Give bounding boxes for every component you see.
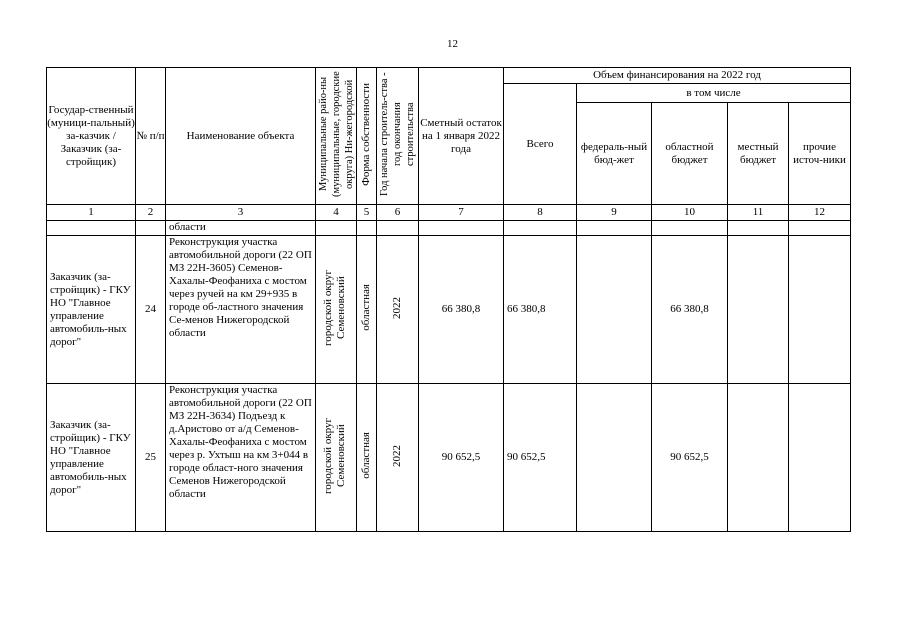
header-federal: федераль-ный бюд-жет	[577, 103, 652, 205]
row-no: 24	[136, 236, 166, 384]
row-ownership: областная	[360, 432, 372, 479]
row-local	[728, 384, 789, 532]
row-federal	[577, 236, 652, 384]
header-years: Год начала строитель-ства - год окончания строительства	[378, 72, 416, 196]
header-other: прочие источ-ники	[789, 103, 851, 205]
page-number: 12	[447, 38, 458, 50]
header-name: Наименование объекта	[166, 68, 316, 205]
header-regional: областной бюджет	[652, 103, 728, 205]
header-financing: Объем финансирования на 2022 год	[504, 68, 851, 84]
column-numbers-row	[47, 205, 851, 221]
continuation-row	[47, 221, 851, 236]
row-total: 90 652,5	[504, 384, 577, 532]
row-other	[789, 384, 851, 532]
col-num: 4	[316, 205, 357, 221]
row-customer: Заказчик (за-стройщик) - ГКУ НО "Главное управление автомобиль-ных дорог"	[47, 384, 136, 532]
row-regional: 90 652,5	[652, 384, 728, 532]
col-num: 12	[789, 205, 851, 221]
header-local: местный бюджет	[728, 103, 789, 205]
col-num: 8	[504, 205, 577, 221]
row-ownership: областная	[360, 284, 372, 331]
table-row	[47, 384, 851, 532]
header-ownership: Форма собственности	[360, 82, 372, 186]
col-num: 7	[419, 205, 504, 221]
header-no: № п/п	[136, 68, 166, 205]
row-regional: 66 380,8	[652, 236, 728, 384]
col-num: 2	[136, 205, 166, 221]
row-no: 25	[136, 384, 166, 532]
header-customer: Государ-ственный (муници-пальный) за-казчик / Заказчик (за-стройщик)	[47, 68, 136, 205]
header-total: Всего	[504, 84, 577, 205]
continuation-text: области	[166, 221, 316, 236]
row-federal	[577, 384, 652, 532]
col-num: 3	[166, 205, 316, 221]
col-num: 11	[728, 205, 789, 221]
header-remaining: Сметный остаток на 1 января 2022 года	[419, 68, 504, 205]
row-other	[789, 236, 851, 384]
row-municipality: городской округ Семеновский	[322, 417, 347, 494]
financing-table	[46, 67, 851, 532]
row-total: 66 380,8	[504, 236, 577, 384]
col-num: 1	[47, 205, 136, 221]
col-num: 10	[652, 205, 728, 221]
col-num: 9	[577, 205, 652, 221]
row-object-name: Реконструкция участка автомобильной дороги (22 ОП МЗ 22Н-3634) Подъезд к д.Аристово от а/д Семенов-Хахалы-Феофаниха с мостом через р. Ухтыш на км 3+044 в городе област-ного значения Семенов Нижегородской области	[166, 384, 316, 532]
row-customer: Заказчик (за-стройщик) - ГКУ НО "Главное управление автомобиль-ных дорог"	[47, 236, 136, 384]
table-row	[47, 236, 851, 384]
row-local	[728, 236, 789, 384]
row-object-name: Реконструкция участка автомобильной дороги (22 ОП МЗ 22Н-3605) Семенов-Хахалы-Феофаниха с мостом через ручей на км 29+935 в городе об-ластного значения Се-менов Нижегородской области	[166, 236, 316, 384]
row-municipality: городской округ Семеновский	[322, 269, 347, 346]
row-remaining: 66 380,8	[419, 236, 504, 384]
header-municipality: Муниципальные райо-ны (муниципальные, городские округа) Ни-жегородской	[317, 71, 355, 197]
header-including: в том числе	[577, 84, 851, 103]
row-remaining: 90 652,5	[419, 384, 504, 532]
col-num: 5	[357, 205, 377, 221]
row-years: 2022	[391, 444, 403, 467]
row-years: 2022	[391, 296, 403, 319]
col-num: 6	[377, 205, 419, 221]
